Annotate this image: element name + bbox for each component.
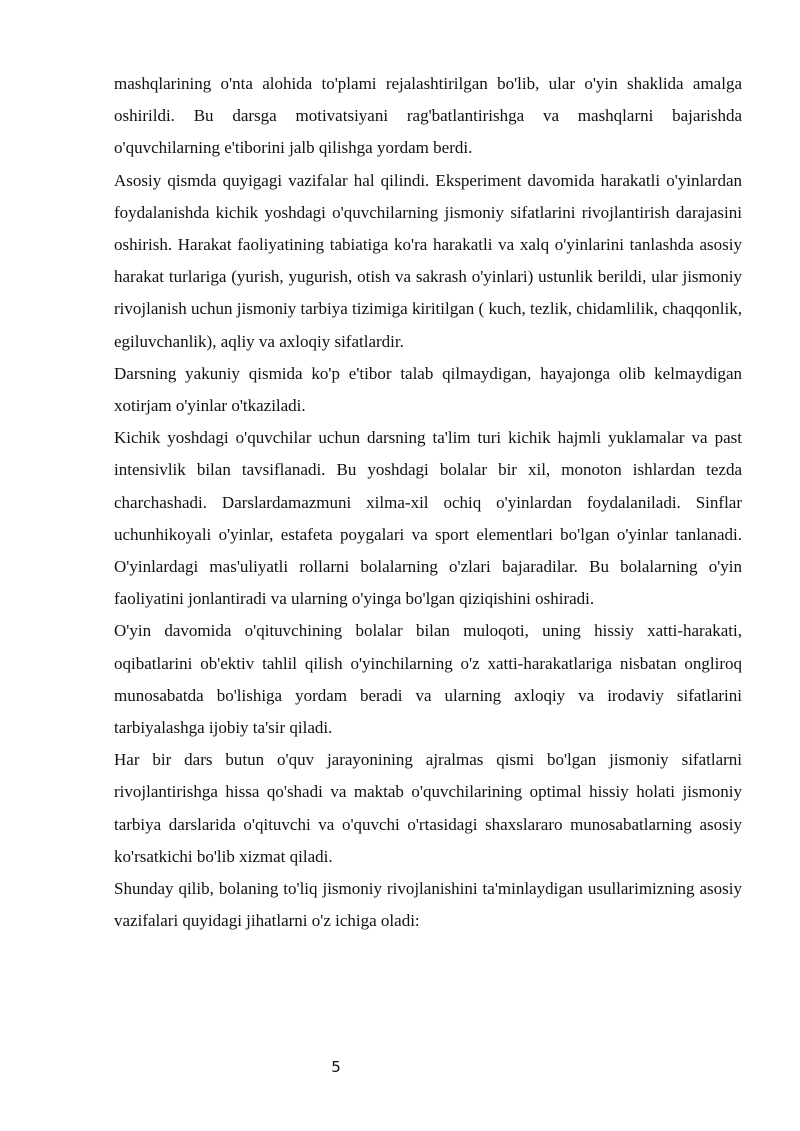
paragraph-4: Kichik yoshdagi o'quvchilar uchun darsning ta'lim turi kichik hajmli yuklamalar va past intensivlik bilan tavsiflanadi. Bu yoshdagi bolalar bir xil, monoton ishlardan tezda charchashadi. Darslardamazmuni xilma-xil ochiq o'yinlardan foydalaniladi. Sinflar uchunhikoyali o'yinlar, estafeta poygalari va sport elementlari bo'lgan o'yinlar tanlanadi. O'yinlardagi mas'uliyatli rollarni bolalarning o'zlari bajaradilar. Bu bolalarning o'yin faoliyatini jonlantiradi va ularning o'yinga bo'lgan qiziqishini oshiradi. <box>114 428 742 609</box>
paragraph-7: Shunday qilib, bolaning to'liq jismoniy rivojlanishini ta'minlaydigan usullarimizning asosiy vazifalari quyidagi jihatlarni o'z ichiga oladi: <box>114 879 742 931</box>
page-number: 5 <box>331 1058 341 1076</box>
paragraph-6: Har bir dars butun o'quv jarayonining ajralmas qismi bo'lgan jismoniy sifatlarni rivojlantirishga hissa qo'shadi va maktab o'quvchilarining optimal hissiy holati jismoniy tarbiya darslarida o'qituvchi va o'quvchi o'rtasidagi shaxslararo munosabatlarning asosiy ko'rsatkichi bo'lib xizmat qiladi. <box>114 750 742 866</box>
paragraph-1: mashqlarining o'nta alohida to'plami rejalashtirilgan bo'lib, ular o'yin shaklida amalga oshirildi. Bu darsga motivatsiyani rag'batlantirishga va mashqlarni bajarishda o'quvchilarning e'tiborini jalb qilishga yordam berdi. <box>114 74 742 158</box>
document-body <box>114 68 742 937</box>
paragraph-5: O'yin davomida o'qituvchining bolalar bilan muloqoti, uning hissiy xatti-harakati, oqibatlarini ob'ektiv tahlil qilish o'yinchilarning o'z xatti-harakatlariga nisbatan ongliroq munosabatda bo'lishiga yordam beradi va ularning axloqiy va irodaviy sifatlarini tarbiyalashga ijobiy ta'sir qiladi. <box>114 621 742 738</box>
paragraph-2: Asosiy qismda quyigagi vazifalar hal qilindi. Eksperiment davomida harakatli o'yinlardan foydalanishda kichik yoshdagi o'quvchilarning jismoniy sifatlarini rivojlantirish darajasini oshirish. Harakat faoliyatining tabiatiga ko'ra harakatli va xalq o'yinlarini tanlashda asosiy harakat turlariga (yurish, yugurish, otish va sakrash o'yinlari) ustunlik berildi, ular jismoniy rivojlanish uchun jismoniy tarbiya tizimiga kiritilgan ( kuch, tezlik, chidamlilik, chaqqonlik, egiluvchanlik), aqliy va axloqiy sifatlardir. <box>114 170 742 351</box>
paragraph-3: Darsning yakuniy qismida ko'p e'tibor talab qilmaydigan, hayajonga olib kelmaydigan xotirjam o'yinlar o'tkaziladi. <box>114 363 742 416</box>
